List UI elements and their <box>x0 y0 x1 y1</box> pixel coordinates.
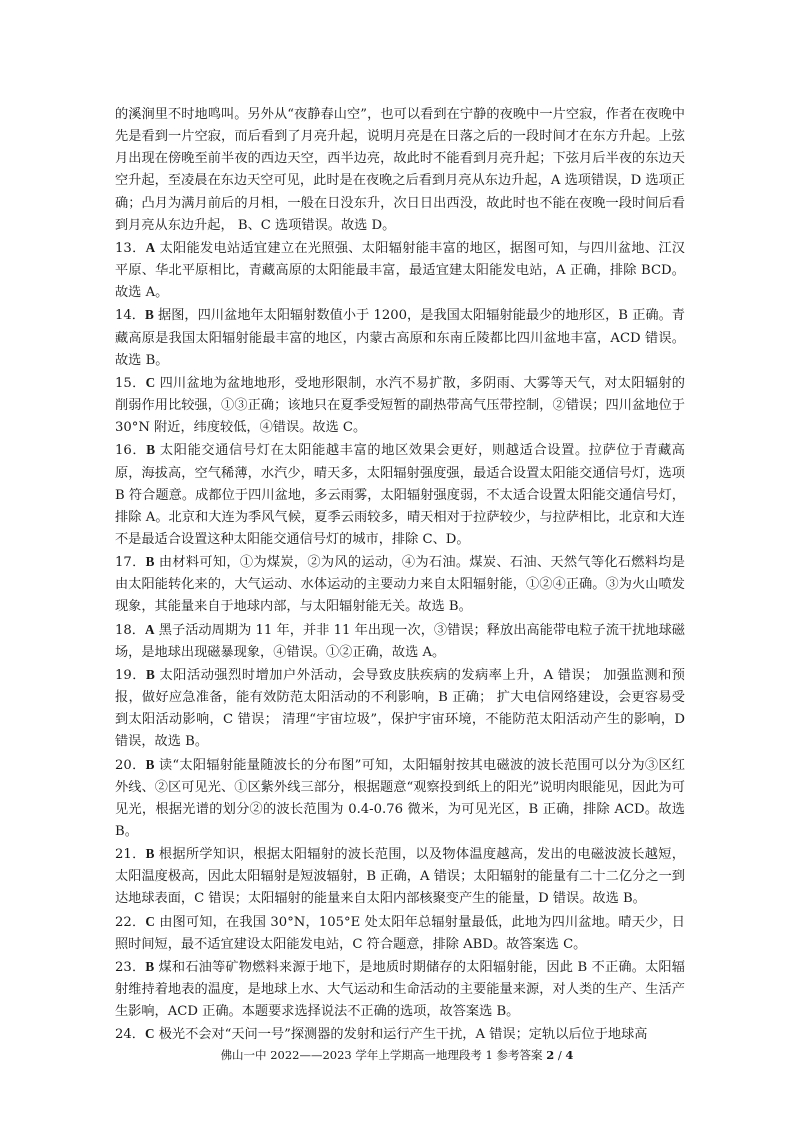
answer-text: 太阳能发电站适宜建立在光照强、太阳辐射能丰富的地区，据图可知，与四川盆地、江汉平原、华北平原相比，青藏高原的太阳能最丰富，最适宜建太阳能发电站，A 正确，排除 BCD。故选 A。 <box>115 240 685 301</box>
answer-letter: A <box>145 239 156 255</box>
answer-text: 太阳活动强烈时增加户外活动，会导致皮肤疾病的发病率上升，A 错误； 加强监测和预报，做好应急准备，能有效防范太阳活动的不利影响，B 正确； 扩大电信网络建设，会更容易受到太阳活动影响，C 错误； 清理“宇宙垃圾”，保护宇宙环境，不能防范太阳活动产生的影响，D 错误，故选 B。 <box>115 667 685 750</box>
answer-paragraph-15 <box>115 372 685 439</box>
answer-text: 根据所学知识，根据太阳辐射的波长范围，以及物体温度越高，发出的电磁波波长越短，太阳温度极高，因此太阳辐射是短波辐射，B 正确，A 错误；太阳辐射的能量有二十二亿分之一到达地球表面，C 错误；太阳辐射的能量来自太阳内部核聚变产生的能量，D 错误。故选 B。 <box>115 847 685 907</box>
question-number: 14． <box>115 308 145 324</box>
question-number: 21． <box>115 847 146 863</box>
question-number: 15． <box>115 375 146 391</box>
answer-text: 的溪涧里不时地鸣叫。另外从“夜静春山空”，也可以看到在宁静的夜晚中一片空寂，作者在夜晚中先是看到一片空寂，而后看到了月亮升起，说明月亮是在日落之后的一段时间才在东方升起。上弦月出现在傍晚至前半夜的西边天空，西半边亮，故此时不能看到月亮升起；下弦月后半夜的东边天空升起，至凌晨在东边天空可见，此时是在夜晚之后看到月亮从东边升起，A 选项错误，D 选项正确；凸月为满月前后的月相，一般在日没东升，次日日出西没，故此时也不能在夜晚一段时间后看到月亮从东边升起， B、C 选项错误。故选 D。 <box>115 107 685 233</box>
answer-paragraph-16 <box>115 439 685 551</box>
answer-text: 据图，四川盆地年太阳辐射数值小于 1200，是我国太阳辐射能最少的地形区，B 正确。青藏高原是我国太阳辐射能最丰富的地区，内蒙古高原和东南丘陵都比四川盆地丰富，ACD 错误。故选 B。 <box>115 308 685 368</box>
answer-text: 由材料可知，①为煤炭，②为风的运动，④为石油。煤炭、石油、天然气等化石燃料均是由太阳能转化来的，大气运动、水体运动的主要动力来自太阳辐射能，①②④正确。③为火山喷发现象，其能量来自于地球内部，与太阳辐射能无关。故选 B。 <box>115 555 685 615</box>
footer-title: 佛山一中 2022——2023 学年上学期高一地理段考 1 参考答案 <box>220 1048 547 1062</box>
answer-letter: B <box>145 307 154 323</box>
question-number: 16． <box>115 443 147 459</box>
question-number: 13． <box>115 240 146 256</box>
page-number-total: 4 <box>565 1048 574 1062</box>
answer-letter: B <box>146 666 155 682</box>
question-number: 22． <box>115 914 146 930</box>
answer-paragraph-20 <box>115 754 685 844</box>
answer-paragraph-23 <box>115 956 685 1023</box>
answer-letter: B <box>145 554 155 570</box>
answer-content <box>115 104 685 1047</box>
question-number: 20． <box>115 757 146 773</box>
answer-paragraph-22 <box>115 911 685 956</box>
answer-paragraph-17 <box>115 551 685 618</box>
answer-text: 四川盆地为盆地地形，受地形限制，水汽不易扩散，多阴雨、大雾等天气，对太阳辐射的削弱作用比较强，①③正确；该地只在夏季受短暂的副热带高气压带控制，②错误；四川盆地位于 30°N 附近，纬度较低，④错误。故选 C。 <box>115 375 685 436</box>
question-number: 18． <box>115 622 146 638</box>
answer-letter: B <box>145 846 155 862</box>
answer-letter: A <box>145 621 155 637</box>
question-number: 24． <box>115 1027 145 1043</box>
answer-paragraph-21 <box>115 843 685 910</box>
answer-letter: B <box>145 756 155 772</box>
answer-paragraph-continued <box>115 104 685 237</box>
question-number: 23． <box>115 959 146 975</box>
answer-paragraph-24 <box>115 1023 685 1046</box>
question-number: 19． <box>115 667 147 683</box>
answer-paragraph-13 <box>115 237 685 304</box>
answer-letter: C <box>145 913 155 929</box>
page-footer <box>0 1047 794 1063</box>
answer-letter: C <box>145 374 156 390</box>
answer-letter: B <box>145 958 155 974</box>
page-number-separator: / <box>554 1048 566 1062</box>
answer-text: 读“太阳辐射能量随波长的分布图”可知，太阳辐射按其电磁波的波长范围可以分为③区红外线、②区可见光、①区紫外线三部分，根据题意“观察投到纸上的阳光”说明肉眼能见，因此为可见光，根据光谱的划分②的波长范围为 0.4-0.76 微米，为可见光区，B 正确，排除 ACD。故选 B。 <box>115 757 685 839</box>
answer-letter: C <box>144 1026 155 1042</box>
answer-text: 黑子活动周期为 11 年，并非 11 年出现一次，③错误；释放出高能带电粒子流干扰地球磁场，是地球出现磁暴现象，④错误。①②正确，故选 A。 <box>115 622 685 660</box>
answer-text: 极光不会对“天问一号”探测器的发射和运行产生干扰，A 错误；定轨以后位于地球高 <box>154 1027 648 1043</box>
page-number-current: 2 <box>546 1048 555 1062</box>
answer-paragraph-18 <box>115 619 685 664</box>
answer-text: 煤和石油等矿物燃料来源于地下，是地质时期储存的太阳辐射能，因此 B 不正确。太阳辐射维持着地表的温度，是地球上水、大气运动和生命活动的主要能量来源，对人类的生产、生活产生影响，ACD 正确。本题要求选择说法不正确的选项，故答案选 B。 <box>115 959 685 1020</box>
answer-paragraph-14 <box>115 304 685 371</box>
answer-paragraph-19 <box>115 664 685 754</box>
answer-letter: B <box>146 442 156 458</box>
question-number: 17． <box>115 555 146 571</box>
answer-text: 由图可知，在我国 30°N，105°E 处太阳年总辐射量最低，此地为四川盆地。晴天少，日照时间短，最不适宜建设太阳能发电站，C 符合题意，排除 ABD。故答案选 C。 <box>115 914 685 952</box>
answer-text: 太阳能交通信号灯在太阳能越丰富的地区效果会更好，则越适合设置。拉萨位于青藏高原，海拔高，空气稀薄，水汽少，晴天多，太阳辐射强度强，最适合设置太阳能交通信号灯，选项 B 符合题意。成都位于四川盆地，多云雨雾，太阳辐射强度弱，不太适合设置太阳能交通信号灯，排除 A。北京和大连为季风气候，夏季云雨较多，晴天相对于拉萨较少，与拉萨相比，北京和大连不是最适合设置这种太阳能交通信号灯的城市，排除 C、D。 <box>115 443 685 547</box>
